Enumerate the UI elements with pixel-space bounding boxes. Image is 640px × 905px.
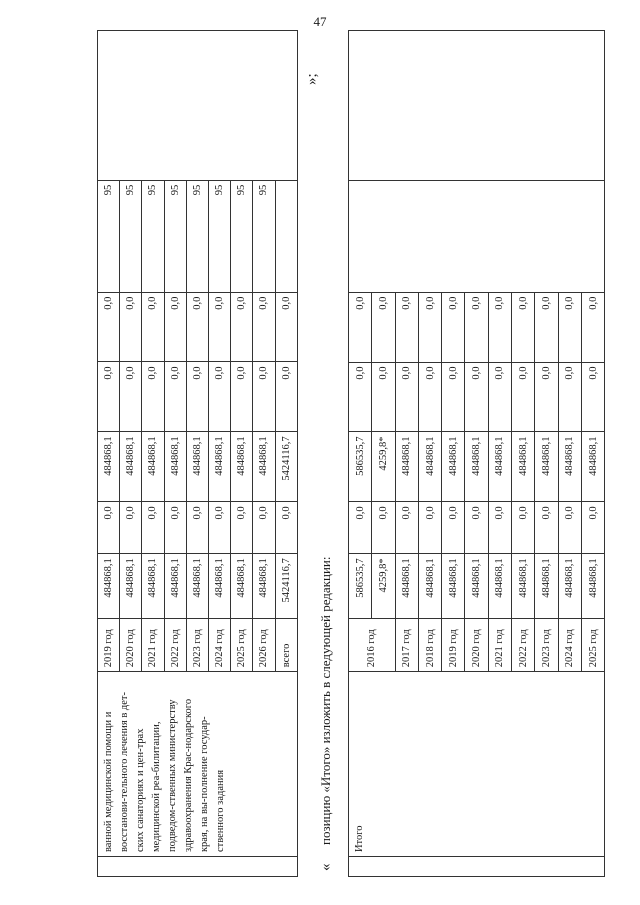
federal-cell: 0,0 bbox=[488, 502, 511, 554]
closing-quote: »; bbox=[304, 73, 320, 85]
extra-budget-cell: 0,0 bbox=[186, 292, 208, 362]
regional-cell: 484868,1 bbox=[512, 432, 535, 502]
year-cell: 2021 год bbox=[488, 619, 511, 672]
federal-cell: 0,0 bbox=[142, 502, 164, 554]
total-cell: 484868,1 bbox=[442, 554, 465, 619]
customer-cell bbox=[349, 31, 605, 181]
extra-budget-note-cell: 0,0 bbox=[372, 292, 395, 362]
federal-cell: 0,0 bbox=[349, 502, 372, 554]
total-table bbox=[348, 30, 605, 877]
year-cell: 2021 год bbox=[142, 619, 164, 672]
extra-budget-cell: 0,0 bbox=[535, 292, 558, 362]
total-cell: 484868,1 bbox=[418, 554, 441, 619]
year-cell: 2025 год bbox=[581, 619, 604, 672]
extra-budget-cell: 0,0 bbox=[349, 292, 372, 362]
instruction-text: позицию «Итого» изложить в следующей редакции: bbox=[318, 556, 333, 845]
regional-cell: 484868,1 bbox=[535, 432, 558, 502]
total-cell: 484868,1 bbox=[120, 554, 142, 619]
federal-note-cell: 0,0 bbox=[372, 502, 395, 554]
year-cell: 2025 год bbox=[231, 619, 253, 672]
year-cell: 2020 год bbox=[120, 619, 142, 672]
empty-cell bbox=[349, 857, 605, 877]
federal-cell: 0,0 bbox=[208, 502, 230, 554]
year-cell: 2024 год bbox=[558, 619, 581, 672]
federal-cell: 0,0 bbox=[186, 502, 208, 554]
year-cell: 2024 год bbox=[208, 619, 230, 672]
extra-budget-cell: 0,0 bbox=[442, 292, 465, 362]
regional-cell: 484868,1 bbox=[442, 432, 465, 502]
year-cell: 2017 год bbox=[395, 619, 418, 672]
federal-cell: 0,0 bbox=[535, 502, 558, 554]
indicator-cell bbox=[275, 180, 297, 292]
extra-budget-cell: 0,0 bbox=[465, 292, 488, 362]
extra-budget-cell: 0,0 bbox=[164, 292, 186, 362]
municipal-cell: 0,0 bbox=[349, 362, 372, 432]
extra-budget-cell: 0,0 bbox=[512, 292, 535, 362]
municipal-cell: 0,0 bbox=[98, 362, 120, 432]
municipal-cell: 0,0 bbox=[208, 362, 230, 432]
total-cell: 484868,1 bbox=[142, 554, 164, 619]
extra-budget-cell: 0,0 bbox=[418, 292, 441, 362]
federal-cell: 0,0 bbox=[253, 502, 275, 554]
extra-budget-cell: 0,0 bbox=[142, 292, 164, 362]
regional-cell: 484868,1 bbox=[253, 432, 275, 502]
municipal-cell: 0,0 bbox=[395, 362, 418, 432]
regional-cell: 484868,1 bbox=[208, 432, 230, 502]
municipal-cell: 0,0 bbox=[558, 362, 581, 432]
extra-budget-cell: 0,0 bbox=[231, 292, 253, 362]
regional-cell: 484868,1 bbox=[98, 432, 120, 502]
municipal-cell: 0,0 bbox=[275, 362, 297, 432]
table-row-2016-main bbox=[349, 31, 372, 877]
year-cell: 2016 год bbox=[349, 619, 396, 672]
year-cell: 2022 год bbox=[164, 619, 186, 672]
municipal-cell: 0,0 bbox=[164, 362, 186, 432]
total-cell: 484868,1 bbox=[208, 554, 230, 619]
total-cell: 484868,1 bbox=[488, 554, 511, 619]
page-number: 47 bbox=[313, 14, 327, 29]
total-label: Итого bbox=[349, 672, 605, 857]
total-cell: 484868,1 bbox=[164, 554, 186, 619]
regional-cell: 5424116,7 bbox=[275, 432, 297, 502]
municipal-cell: 0,0 bbox=[442, 362, 465, 432]
regional-cell: 484868,1 bbox=[395, 432, 418, 502]
regional-cell: 484868,1 bbox=[231, 432, 253, 502]
year-cell: 2023 год bbox=[186, 619, 208, 672]
extra-budget-cell: 0,0 bbox=[558, 292, 581, 362]
municipal-cell: 0,0 bbox=[488, 362, 511, 432]
total-cell: 484868,1 bbox=[98, 554, 120, 619]
regional-cell: 586535,7 bbox=[349, 432, 372, 502]
year-cell: 2019 год bbox=[98, 619, 120, 672]
year-cell: всего bbox=[275, 619, 297, 672]
extra-budget-cell: 0,0 bbox=[120, 292, 142, 362]
regional-cell: 484868,1 bbox=[164, 432, 186, 502]
indicator-cell: 95 bbox=[98, 180, 120, 292]
extra-budget-cell: 0,0 bbox=[98, 292, 120, 362]
federal-cell: 0,0 bbox=[98, 502, 120, 554]
municipal-cell: 0,0 bbox=[231, 362, 253, 432]
total-cell: 484868,1 bbox=[395, 554, 418, 619]
total-cell: 484868,1 bbox=[535, 554, 558, 619]
total-cell: 484868,1 bbox=[253, 554, 275, 619]
year-cell: 2020 год bbox=[465, 619, 488, 672]
federal-cell: 0,0 bbox=[558, 502, 581, 554]
regional-cell: 484868,1 bbox=[465, 432, 488, 502]
customer-cell bbox=[98, 31, 298, 181]
indicator-cell: 95 bbox=[120, 180, 142, 292]
regional-cell: 484868,1 bbox=[120, 432, 142, 502]
year-cell: 2019 год bbox=[442, 619, 465, 672]
federal-cell: 0,0 bbox=[120, 502, 142, 554]
opening-quote: « bbox=[318, 863, 334, 871]
federal-cell: 0,0 bbox=[465, 502, 488, 554]
total-cell: 484868,1 bbox=[581, 554, 604, 619]
extra-budget-cell: 0,0 bbox=[581, 292, 604, 362]
federal-cell: 0,0 bbox=[231, 502, 253, 554]
total-cell: 484868,1 bbox=[512, 554, 535, 619]
municipal-cell: 0,0 bbox=[418, 362, 441, 432]
regional-cell: 484868,1 bbox=[186, 432, 208, 502]
extra-budget-cell: 0,0 bbox=[275, 292, 297, 362]
indicator-cell: 95 bbox=[253, 180, 275, 292]
year-cell: 2023 год bbox=[535, 619, 558, 672]
municipal-cell: 0,0 bbox=[120, 362, 142, 432]
extra-budget-cell: 0,0 bbox=[253, 292, 275, 362]
measure-description: ванной медицинской помощи и восстанови-тельного лечения в дет-ских санаториях и цен-трах медицинской реа-билитации, подведом-ственных министерству здравоохранения Крас-нодарского края, на вы-полнение государ-ственного задания bbox=[98, 672, 298, 857]
year-cell: 2018 год bbox=[418, 619, 441, 672]
regional-note-cell: 4259,8* bbox=[372, 432, 395, 502]
municipal-cell: 0,0 bbox=[512, 362, 535, 432]
regional-cell: 484868,1 bbox=[581, 432, 604, 502]
extra-budget-cell: 0,0 bbox=[488, 292, 511, 362]
federal-cell: 0,0 bbox=[275, 502, 297, 554]
year-cell: 2026 год bbox=[253, 619, 275, 672]
total-cell: 484868,1 bbox=[558, 554, 581, 619]
total-note-cell: 4259,8* bbox=[372, 554, 395, 619]
regional-cell: 484868,1 bbox=[418, 432, 441, 502]
extra-budget-cell: 0,0 bbox=[208, 292, 230, 362]
indicator-cell: 95 bbox=[231, 180, 253, 292]
indicator-cell bbox=[349, 180, 605, 292]
federal-cell: 0,0 bbox=[418, 502, 441, 554]
indicator-cell: 95 bbox=[142, 180, 164, 292]
federal-cell: 0,0 bbox=[164, 502, 186, 554]
indicator-cell: 95 bbox=[164, 180, 186, 292]
total-cell: 5424116,7 bbox=[275, 554, 297, 619]
federal-cell: 0,0 bbox=[442, 502, 465, 554]
federal-cell: 0,0 bbox=[581, 502, 604, 554]
municipal-note-cell: 0,0 bbox=[372, 362, 395, 432]
municipal-cell: 0,0 bbox=[253, 362, 275, 432]
municipal-cell: 0,0 bbox=[535, 362, 558, 432]
regional-cell: 484868,1 bbox=[488, 432, 511, 502]
extra-budget-cell: 0,0 bbox=[395, 292, 418, 362]
total-cell: 484868,1 bbox=[465, 554, 488, 619]
indicator-cell: 95 bbox=[208, 180, 230, 292]
municipal-cell: 0,0 bbox=[465, 362, 488, 432]
federal-cell: 0,0 bbox=[512, 502, 535, 554]
municipal-cell: 0,0 bbox=[186, 362, 208, 432]
indicator-cell: 95 bbox=[186, 180, 208, 292]
regional-cell: 484868,1 bbox=[142, 432, 164, 502]
total-cell: 484868,1 bbox=[186, 554, 208, 619]
table-row bbox=[98, 31, 120, 877]
regional-cell: 484868,1 bbox=[558, 432, 581, 502]
program-table-continuation bbox=[97, 30, 298, 877]
municipal-cell: 0,0 bbox=[581, 362, 604, 432]
year-cell: 2022 год bbox=[512, 619, 535, 672]
total-cell: 484868,1 bbox=[231, 554, 253, 619]
municipal-cell: 0,0 bbox=[142, 362, 164, 432]
federal-cell: 0,0 bbox=[395, 502, 418, 554]
empty-cell bbox=[98, 857, 298, 877]
total-cell: 586535,7 bbox=[349, 554, 372, 619]
